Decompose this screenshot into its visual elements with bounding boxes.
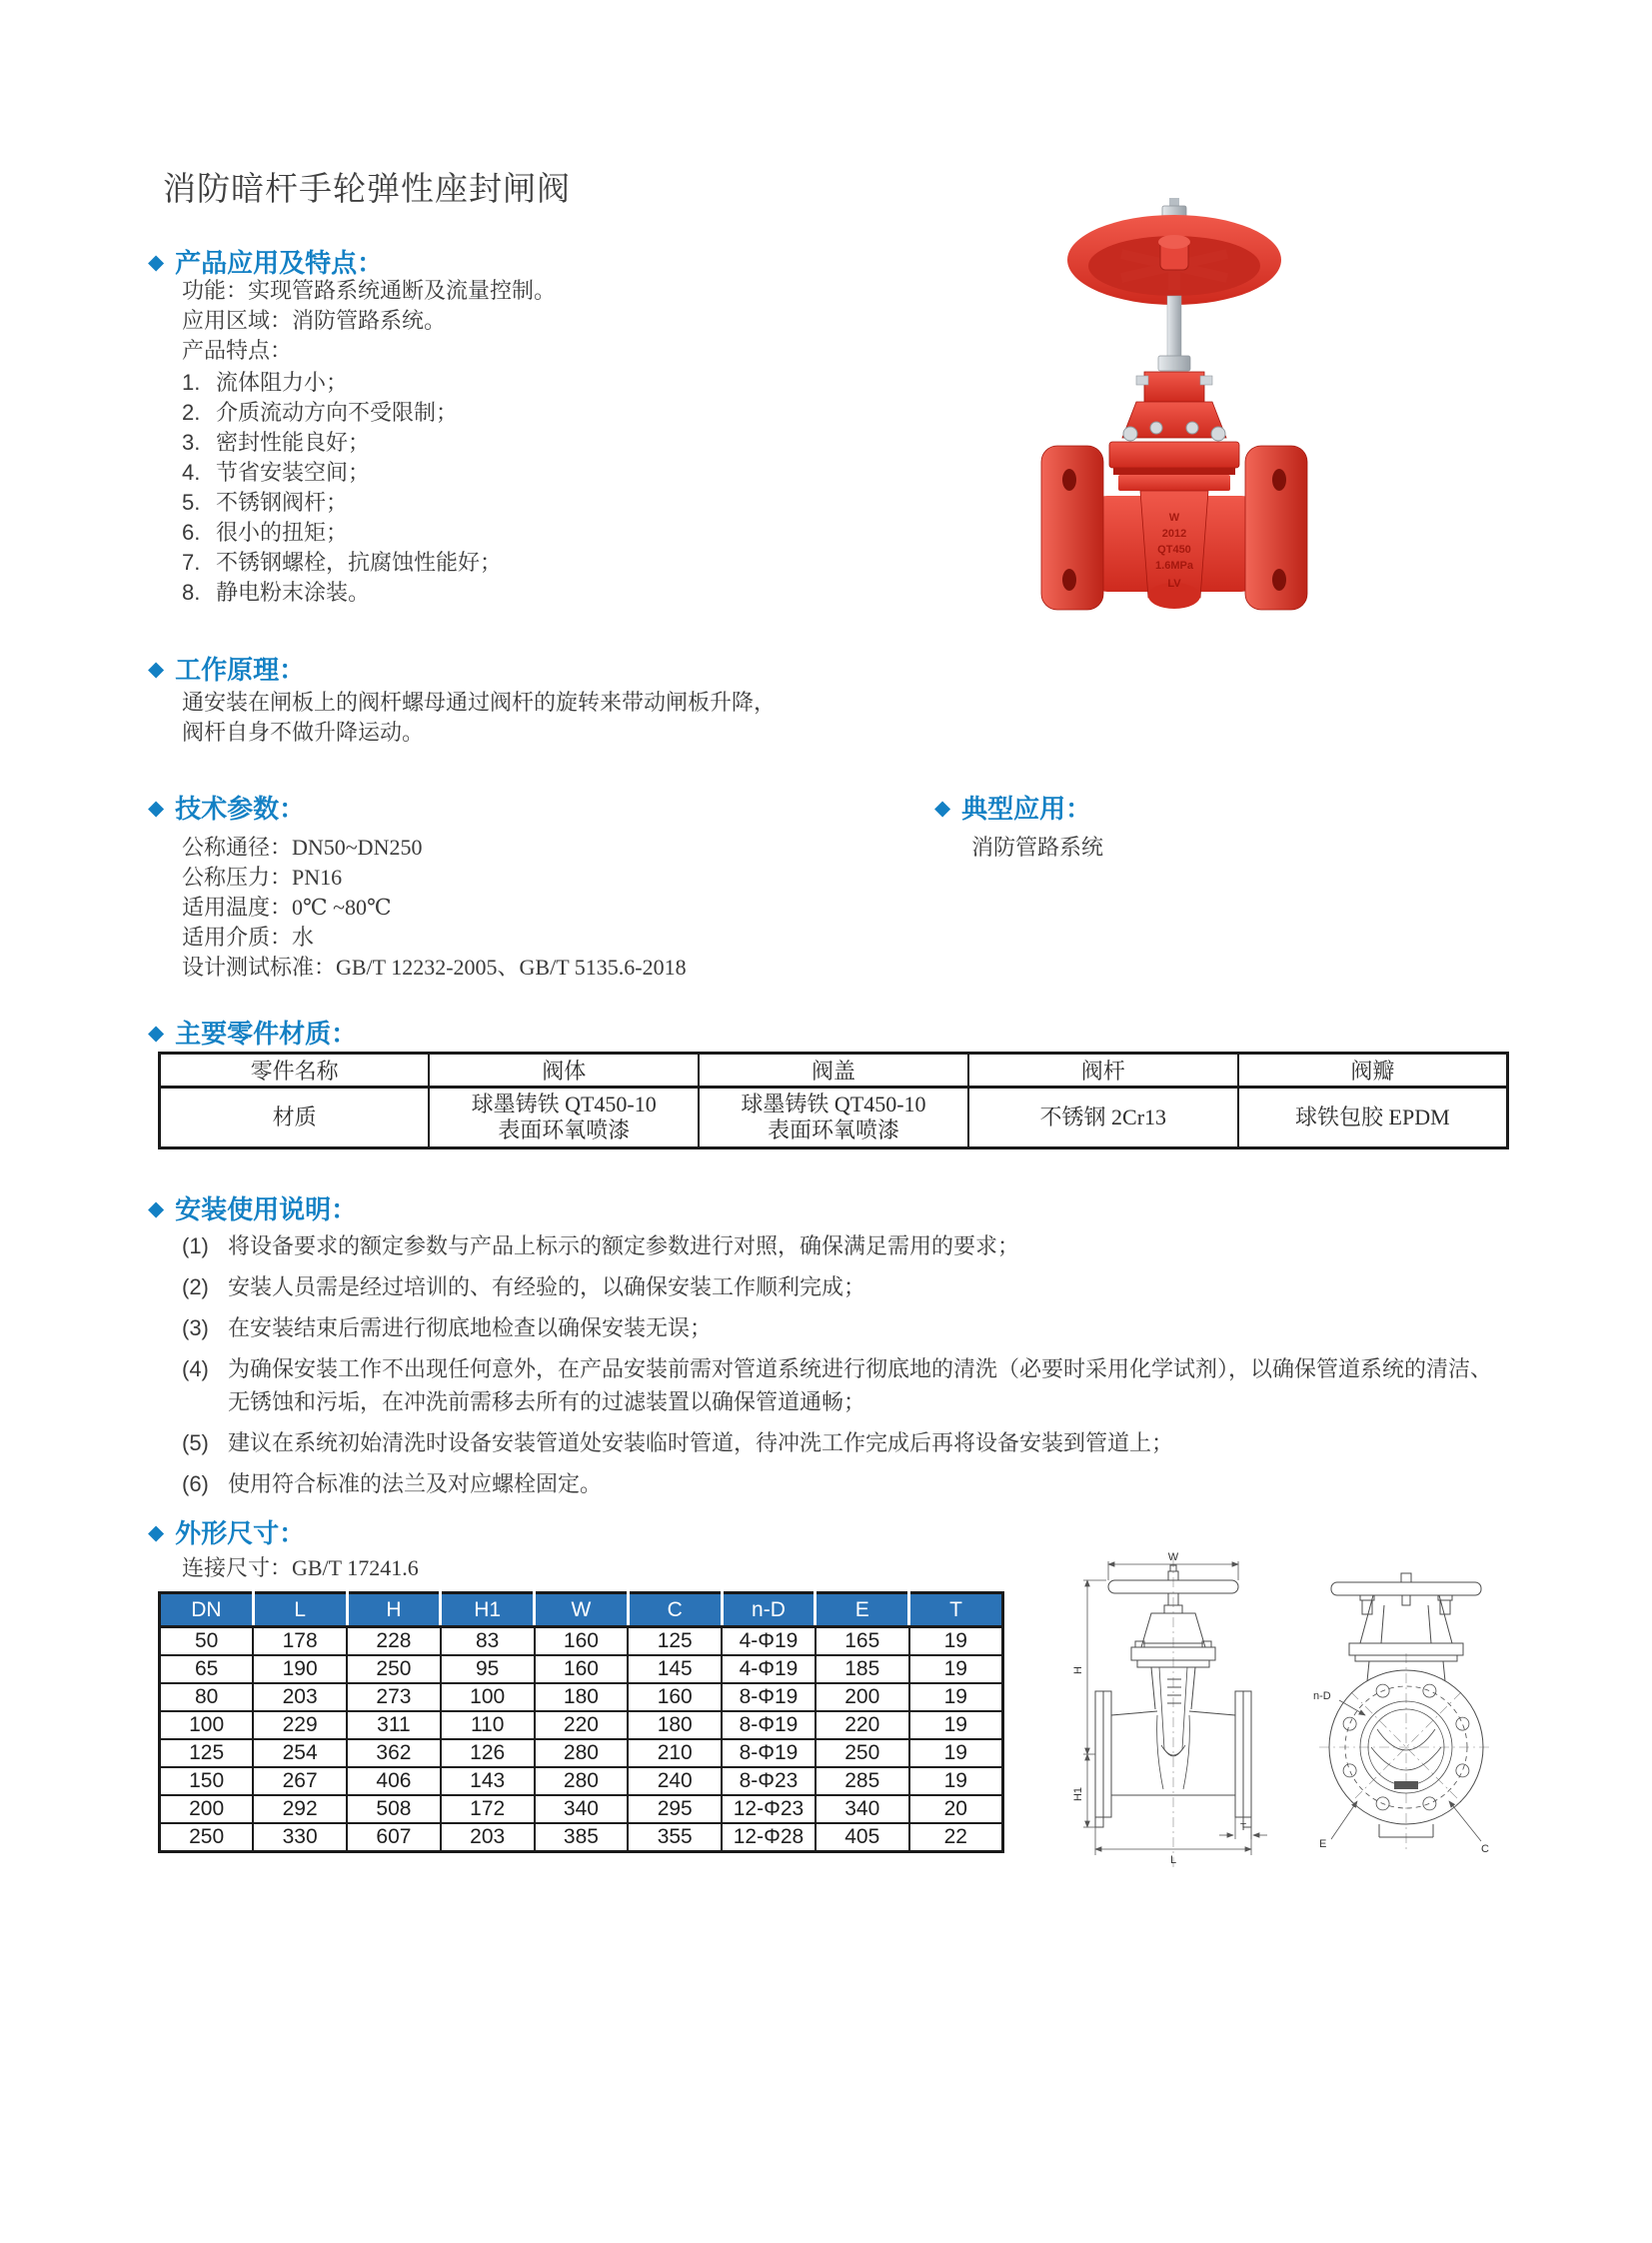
dims-cell: 254	[253, 1739, 347, 1767]
feature-item-number: 8.	[182, 580, 201, 605]
dims-cell: 250	[160, 1823, 254, 1852]
diamond-bullet-icon: ◆	[148, 251, 165, 274]
dims-cell: 340	[816, 1795, 909, 1823]
principle-line: 阀杆自身不做升降运动。	[182, 720, 425, 745]
dims-col-header: H1	[441, 1593, 535, 1627]
dims-cell: 280	[535, 1767, 629, 1795]
dims-row	[160, 1683, 1003, 1711]
install-item-text: 在安装结束后需进行彻底地检查以确保安装无误；	[228, 1315, 713, 1340]
dims-cell: 143	[441, 1767, 535, 1795]
dims-cell: 250	[347, 1655, 441, 1683]
feature-item-number: 6.	[182, 520, 201, 545]
dims-cell: 607	[347, 1823, 441, 1852]
valve-product-photo	[1039, 196, 1309, 616]
dims-cell: 160	[535, 1627, 629, 1656]
dims-cell: 280	[535, 1739, 629, 1767]
diamond-bullet-icon: ◆	[148, 1022, 165, 1045]
dims-cell: 285	[816, 1767, 909, 1795]
feature-item-number: 1.	[182, 370, 201, 395]
dims-cell: 240	[628, 1767, 722, 1795]
dim-label-h: H	[1072, 1666, 1084, 1674]
feature-item-number: 5.	[182, 490, 201, 515]
dims-cell: 8-Φ19	[722, 1683, 816, 1711]
dims-row	[160, 1655, 1003, 1683]
section-heading-label: 工作原理：	[175, 655, 306, 685]
dims-cell: 100	[160, 1711, 254, 1739]
materials-cell-line: 表面环氧喷漆	[498, 1118, 631, 1142]
feature-item-text: 静电粉末涂装。	[216, 580, 371, 605]
dims-cell: 405	[816, 1823, 909, 1852]
param-line: 适用介质：水	[182, 925, 315, 950]
dims-cell: 295	[628, 1795, 722, 1823]
materials-col-header: 阀瓣	[1238, 1054, 1508, 1088]
dims-cell: 4-Φ19	[722, 1655, 816, 1683]
dim-label-l: L	[1169, 1854, 1177, 1866]
dims-row	[160, 1627, 1003, 1656]
dims-cell: 172	[441, 1795, 535, 1823]
dims-cell: 83	[441, 1627, 535, 1656]
dims-cell: 8-Φ19	[722, 1711, 816, 1739]
dims-cell: 220	[816, 1711, 909, 1739]
principle-line: 通安装在闸板上的阀杆螺母通过阀杆的旋转来带动闸板升降，	[182, 690, 777, 715]
feature-item-number: 2.	[182, 400, 201, 425]
dims-cell: 330	[253, 1823, 347, 1852]
dims-cell: 19	[909, 1739, 1003, 1767]
dims-row	[160, 1823, 1003, 1852]
install-item-text: 使用符合标准的法兰及对应螺栓固定。	[228, 1471, 603, 1496]
dims-cell: 185	[816, 1655, 909, 1683]
params-list	[182, 833, 687, 983]
dims-cell: 180	[628, 1711, 722, 1739]
dims-col-header: C	[628, 1593, 722, 1627]
dims-cell: 267	[253, 1767, 347, 1795]
dims-col-header: L	[253, 1593, 347, 1627]
diamond-bullet-icon: ◆	[148, 1197, 165, 1220]
dims-cell: 190	[253, 1655, 347, 1683]
dims-cell: 19	[909, 1683, 1003, 1711]
feature-item	[182, 488, 502, 518]
install-item-text: 将设备要求的额定参数与产品上标示的额定参数进行对照，确保满足需用的要求；	[228, 1233, 1020, 1258]
materials-row-label: 材质	[160, 1088, 430, 1148]
materials-cell-line: 球墨铸铁 QT450-10	[741, 1092, 926, 1117]
section-heading-params	[148, 789, 305, 826]
dim-label-w: W	[1167, 1551, 1179, 1563]
install-item-text: 为确保安装工作不出现任何意外，在产品安装前需对管道系统进行彻底地的清洗（必要时采用化学试剂），以确保管道系统的清洁、无锈蚀和污垢，在冲洗前需移去所有的过滤装置以确保管道通畅；	[228, 1356, 1493, 1414]
dims-col-header: W	[535, 1593, 629, 1627]
dims-cell: 80	[160, 1683, 254, 1711]
dims-cell: 508	[347, 1795, 441, 1823]
dims-cell: 110	[441, 1711, 535, 1739]
feature-item	[182, 458, 502, 488]
dims-cell: 125	[628, 1627, 722, 1656]
dims-cell: 19	[909, 1655, 1003, 1683]
dims-row	[160, 1739, 1003, 1767]
dims-cell: 406	[347, 1767, 441, 1795]
dims-cell: 50	[160, 1627, 254, 1656]
dims-cell: 200	[816, 1683, 909, 1711]
dims-cell: 292	[253, 1795, 347, 1823]
install-item	[182, 1270, 1513, 1303]
features-intro-line: 应用区域：消防管路系统。	[182, 308, 447, 333]
dims-cell: 12-Φ23	[722, 1795, 816, 1823]
install-item-number: (1)	[182, 1233, 209, 1258]
dims-cell: 178	[253, 1627, 347, 1656]
dims-cell: 165	[816, 1627, 909, 1656]
features-intro	[182, 276, 556, 366]
page-title: 消防暗杆手轮弹性座封闸阀	[163, 172, 571, 208]
dims-col-header: H	[347, 1593, 441, 1627]
dims-cell: 220	[535, 1711, 629, 1739]
materials-col-header: 阀体	[429, 1054, 699, 1088]
dims-cell: 150	[160, 1767, 254, 1795]
dims-cell: 340	[535, 1795, 629, 1823]
feature-item	[182, 548, 502, 578]
section-heading-label: 安装使用说明：	[175, 1194, 358, 1224]
dim-label-c: C	[1481, 1843, 1489, 1855]
dims-cell: 22	[909, 1823, 1003, 1852]
dims-cell: 180	[535, 1683, 629, 1711]
feature-item	[182, 428, 502, 458]
dimension-drawing-side	[1309, 1549, 1504, 1879]
feature-item-text: 密封性能良好；	[216, 430, 371, 455]
dims-row	[160, 1767, 1003, 1795]
feature-item-text: 节省安装空间；	[216, 460, 371, 485]
dims-cell: 203	[441, 1823, 535, 1852]
dims-cell: 100	[441, 1683, 535, 1711]
materials-cell-line: 球墨铸铁 QT450-10	[471, 1092, 657, 1117]
dim-label-e: E	[1319, 1838, 1327, 1850]
dims-cell: 385	[535, 1823, 629, 1852]
materials-cell	[429, 1088, 699, 1148]
feature-item-number: 4.	[182, 460, 201, 485]
materials-cell	[699, 1088, 968, 1148]
diamond-bullet-icon: ◆	[148, 658, 165, 681]
feature-item-number: 3.	[182, 430, 201, 455]
dim-label-t: T	[1239, 1822, 1247, 1833]
materials-cell: 不锈钢 2Cr13	[968, 1088, 1238, 1148]
install-item-number: (4)	[182, 1356, 209, 1381]
dims-header-row	[160, 1593, 1003, 1627]
materials-col-header: 零件名称	[160, 1054, 430, 1088]
dims-cell: 273	[347, 1683, 441, 1711]
svg-text:2012: 2012	[1161, 528, 1187, 540]
section-heading-features	[148, 243, 383, 280]
dims-cell: 355	[628, 1823, 722, 1852]
feature-item-text: 很小的扭矩；	[216, 520, 349, 545]
dims-cell: 125	[160, 1739, 254, 1767]
svg-text:W: W	[1168, 512, 1180, 524]
diamond-bullet-icon: ◆	[934, 797, 951, 820]
dims-cell: 229	[253, 1711, 347, 1739]
dims-cell: 311	[347, 1711, 441, 1739]
dims-cell: 228	[347, 1627, 441, 1656]
feature-item-text: 流体阻力小；	[216, 370, 349, 395]
section-heading-label: 典型应用：	[961, 794, 1092, 824]
dims-cell: 126	[441, 1739, 535, 1767]
dims-cell: 65	[160, 1655, 254, 1683]
dims-cell: 12-Φ28	[722, 1823, 816, 1852]
connection-standard: 连接尺寸：GB/T 17241.6	[182, 1555, 419, 1580]
features-intro-line: 产品特点：	[182, 338, 293, 363]
dim-label-nd: n-D	[1313, 1690, 1331, 1702]
application-text: 消防管路系统	[971, 835, 1104, 860]
materials-table	[158, 1052, 1509, 1149]
section-heading-label: 产品应用及特点：	[175, 248, 384, 278]
dims-col-header: E	[816, 1593, 909, 1627]
feature-item-text: 介质流动方向不受限制；	[216, 400, 459, 425]
features-intro-line: 功能：实现管路系统通断及流量控制。	[182, 278, 557, 303]
dims-cell: 19	[909, 1767, 1003, 1795]
install-item-number: (3)	[182, 1315, 209, 1340]
dims-row	[160, 1711, 1003, 1739]
section-heading-materials	[148, 1014, 357, 1051]
svg-text:1.6MPa: 1.6MPa	[1155, 560, 1193, 572]
dims-cell: 19	[909, 1711, 1003, 1739]
dims-cell: 362	[347, 1739, 441, 1767]
materials-col-header: 阀杆	[968, 1054, 1238, 1088]
dims-cell: 250	[816, 1739, 909, 1767]
dims-col-header: DN	[160, 1593, 254, 1627]
param-line: 设计测试标准：GB/T 12232-2005、GB/T 5135.6-2018	[182, 955, 687, 980]
dims-col-header: T	[909, 1593, 1003, 1627]
section-heading-principle	[148, 650, 305, 687]
dims-cell: 200	[160, 1795, 254, 1823]
dims-cell: 8-Φ23	[722, 1767, 816, 1795]
section-heading-install	[148, 1189, 357, 1226]
materials-cell: 球铁包胶 EPDM	[1238, 1088, 1508, 1148]
install-list	[182, 1229, 1513, 1508]
materials-data-row	[160, 1088, 1508, 1148]
dims-col-header: n-D	[722, 1593, 816, 1627]
install-item	[182, 1352, 1513, 1418]
install-item	[182, 1467, 1513, 1500]
dimension-drawing-front	[1071, 1549, 1276, 1879]
install-item-number: (2)	[182, 1274, 209, 1299]
diamond-bullet-icon: ◆	[148, 1521, 165, 1544]
materials-col-header: 阀盖	[699, 1054, 968, 1088]
dims-cell: 4-Φ19	[722, 1627, 816, 1656]
feature-item	[182, 518, 502, 548]
install-item	[182, 1426, 1513, 1459]
install-item-number: (5)	[182, 1430, 209, 1455]
section-heading-label: 技术参数：	[175, 794, 306, 824]
dims-cell: 160	[628, 1683, 722, 1711]
section-heading-dimensions	[148, 1513, 305, 1550]
dims-cell: 145	[628, 1655, 722, 1683]
feature-item	[182, 398, 502, 428]
diamond-bullet-icon: ◆	[148, 797, 165, 820]
svg-text:QT450: QT450	[1157, 544, 1191, 556]
dims-cell: 160	[535, 1655, 629, 1683]
param-line: 适用温度：0℃ ~80℃	[182, 895, 392, 920]
param-line: 公称压力：PN16	[182, 865, 343, 890]
dims-cell: 8-Φ19	[722, 1739, 816, 1767]
dims-cell: 210	[628, 1739, 722, 1767]
materials-cell-line: 表面环氧喷漆	[767, 1118, 899, 1142]
section-heading-application	[934, 789, 1091, 826]
feature-item	[182, 578, 502, 608]
feature-item-text: 不锈钢螺栓，抗腐蚀性能好；	[216, 550, 503, 575]
install-item-number: (6)	[182, 1471, 209, 1496]
install-item-text: 安装人员需是经过培训的、有经验的，以确保安装工作顺利完成；	[228, 1274, 866, 1299]
feature-item	[182, 368, 502, 398]
param-line: 公称通径：DN50~DN250	[182, 835, 423, 860]
principle-text	[182, 688, 776, 748]
dims-row	[160, 1795, 1003, 1823]
install-item	[182, 1311, 1513, 1344]
install-item	[182, 1229, 1513, 1262]
feature-item-number: 7.	[182, 550, 201, 575]
dims-cell: 203	[253, 1683, 347, 1711]
section-heading-label: 主要零件材质：	[175, 1019, 358, 1049]
dim-label-h1: H1	[1072, 1786, 1084, 1802]
features-list	[182, 368, 502, 608]
dims-cell: 20	[909, 1795, 1003, 1823]
dimensions-table	[158, 1591, 1004, 1853]
materials-header-row	[160, 1054, 1508, 1088]
dims-cell: 95	[441, 1655, 535, 1683]
section-heading-label: 外形尺寸：	[175, 1518, 306, 1548]
feature-item-text: 不锈钢阀杆；	[216, 490, 349, 515]
svg-text:LV: LV	[1167, 578, 1181, 590]
dims-cell: 19	[909, 1627, 1003, 1656]
install-item-text: 建议在系统初始清洗时设备安装管道处安装临时管道，待冲洗工作完成后再将设备安装到管道上；	[228, 1430, 1174, 1455]
